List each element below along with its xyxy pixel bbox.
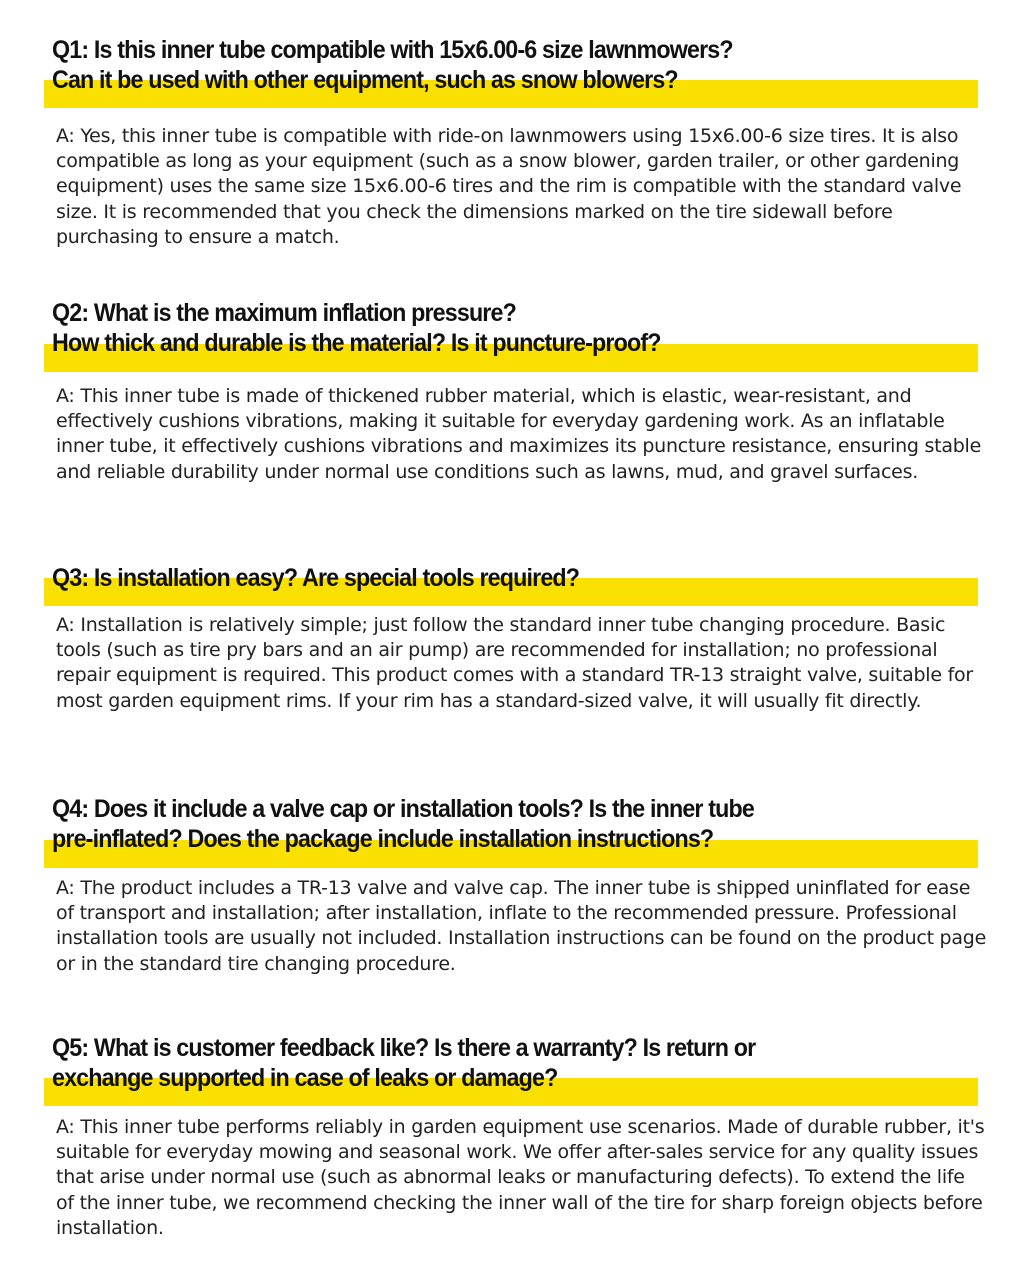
question-line: Q5: What is customer feedback like? Is there a warranty? Is return or	[52, 1034, 756, 1062]
faq-answer-3: A: Installation is relatively simple; just follow the standard inner tube changing procedure. Basic tools (such as tire pry bars and an air pump) are recommended for installation; no professional repair equipment is required. This product comes with a standard TR-13 straight valve, suitable for most garden equipment rims. If your rim has a standard-sized valve, it will usually fit directly.	[56, 614, 973, 712]
question-line: How thick and durable is the material? Is it puncture-proof?	[52, 329, 661, 357]
question-line: exchange supported in case of leaks or damage?	[52, 1064, 558, 1092]
faq-question-5	[52, 1033, 926, 1093]
faq-question-4	[52, 794, 926, 854]
faq-answer-2: A: This inner tube is made of thickened rubber material, which is elastic, wear-resistant, and effectively cushions vibrations, making it suitable for everyday gardening work. As an inflatable inner tube, it effectively cushions vibrations and maximizes its puncture resistance, ensuring stable and reliable durability under normal use conditions such as lawns, mud, and gravel surfaces.	[56, 385, 982, 483]
faq-answer-4: A: The product includes a TR-13 valve and valve cap. The inner tube is shipped uninflated for ease of transport and installation; after installation, inflate to the recommended pressure. Professional installation tools are usually not included. Installation instructions can be found on the product page or in the standard tire changing procedure.	[56, 877, 987, 975]
faq-question-2	[52, 298, 926, 358]
faq-answer-1: A: Yes, this inner tube is compatible with ride-on lawnmowers using 15x6.00-6 size tires. It is also compatible as long as your equipment (such as a snow blower, garden trailer, or other gardening equipment) uses the same size 15x6.00-6 tires and the rim is compatible with the standard valve size. It is recommended that you check the dimensions marked on the tire sidewall before purchasing to ensure a match.	[56, 125, 962, 248]
faq-question-1	[52, 35, 926, 95]
question-line: pre-inflated? Does the package include installation instructions?	[52, 825, 714, 853]
question-line: Q1: Is this inner tube compatible with 15x6.00-6 size lawnmowers?	[52, 36, 733, 64]
question-line: Q4: Does it include a valve cap or installation tools? Is the inner tube	[52, 795, 754, 823]
faq-question-3	[52, 563, 926, 593]
question-line: Can it be used with other equipment, such as snow blowers?	[52, 66, 678, 94]
question-line: Q2: What is the maximum inflation pressure?	[52, 299, 516, 327]
question-line: Q3: Is installation easy? Are special tools required?	[52, 564, 580, 592]
faq-answer-5: A: This inner tube performs reliably in garden equipment use scenarios. Made of durable rubber, it's suitable for everyday mowing and seasonal work. We offer after-sales service for any quality issues that arise under normal use (such as abnormal leaks or manufacturing defects). To extend the life of the inner tube, we recommend checking the inner wall of the tire for sharp foreign objects before installation.	[56, 1116, 985, 1239]
